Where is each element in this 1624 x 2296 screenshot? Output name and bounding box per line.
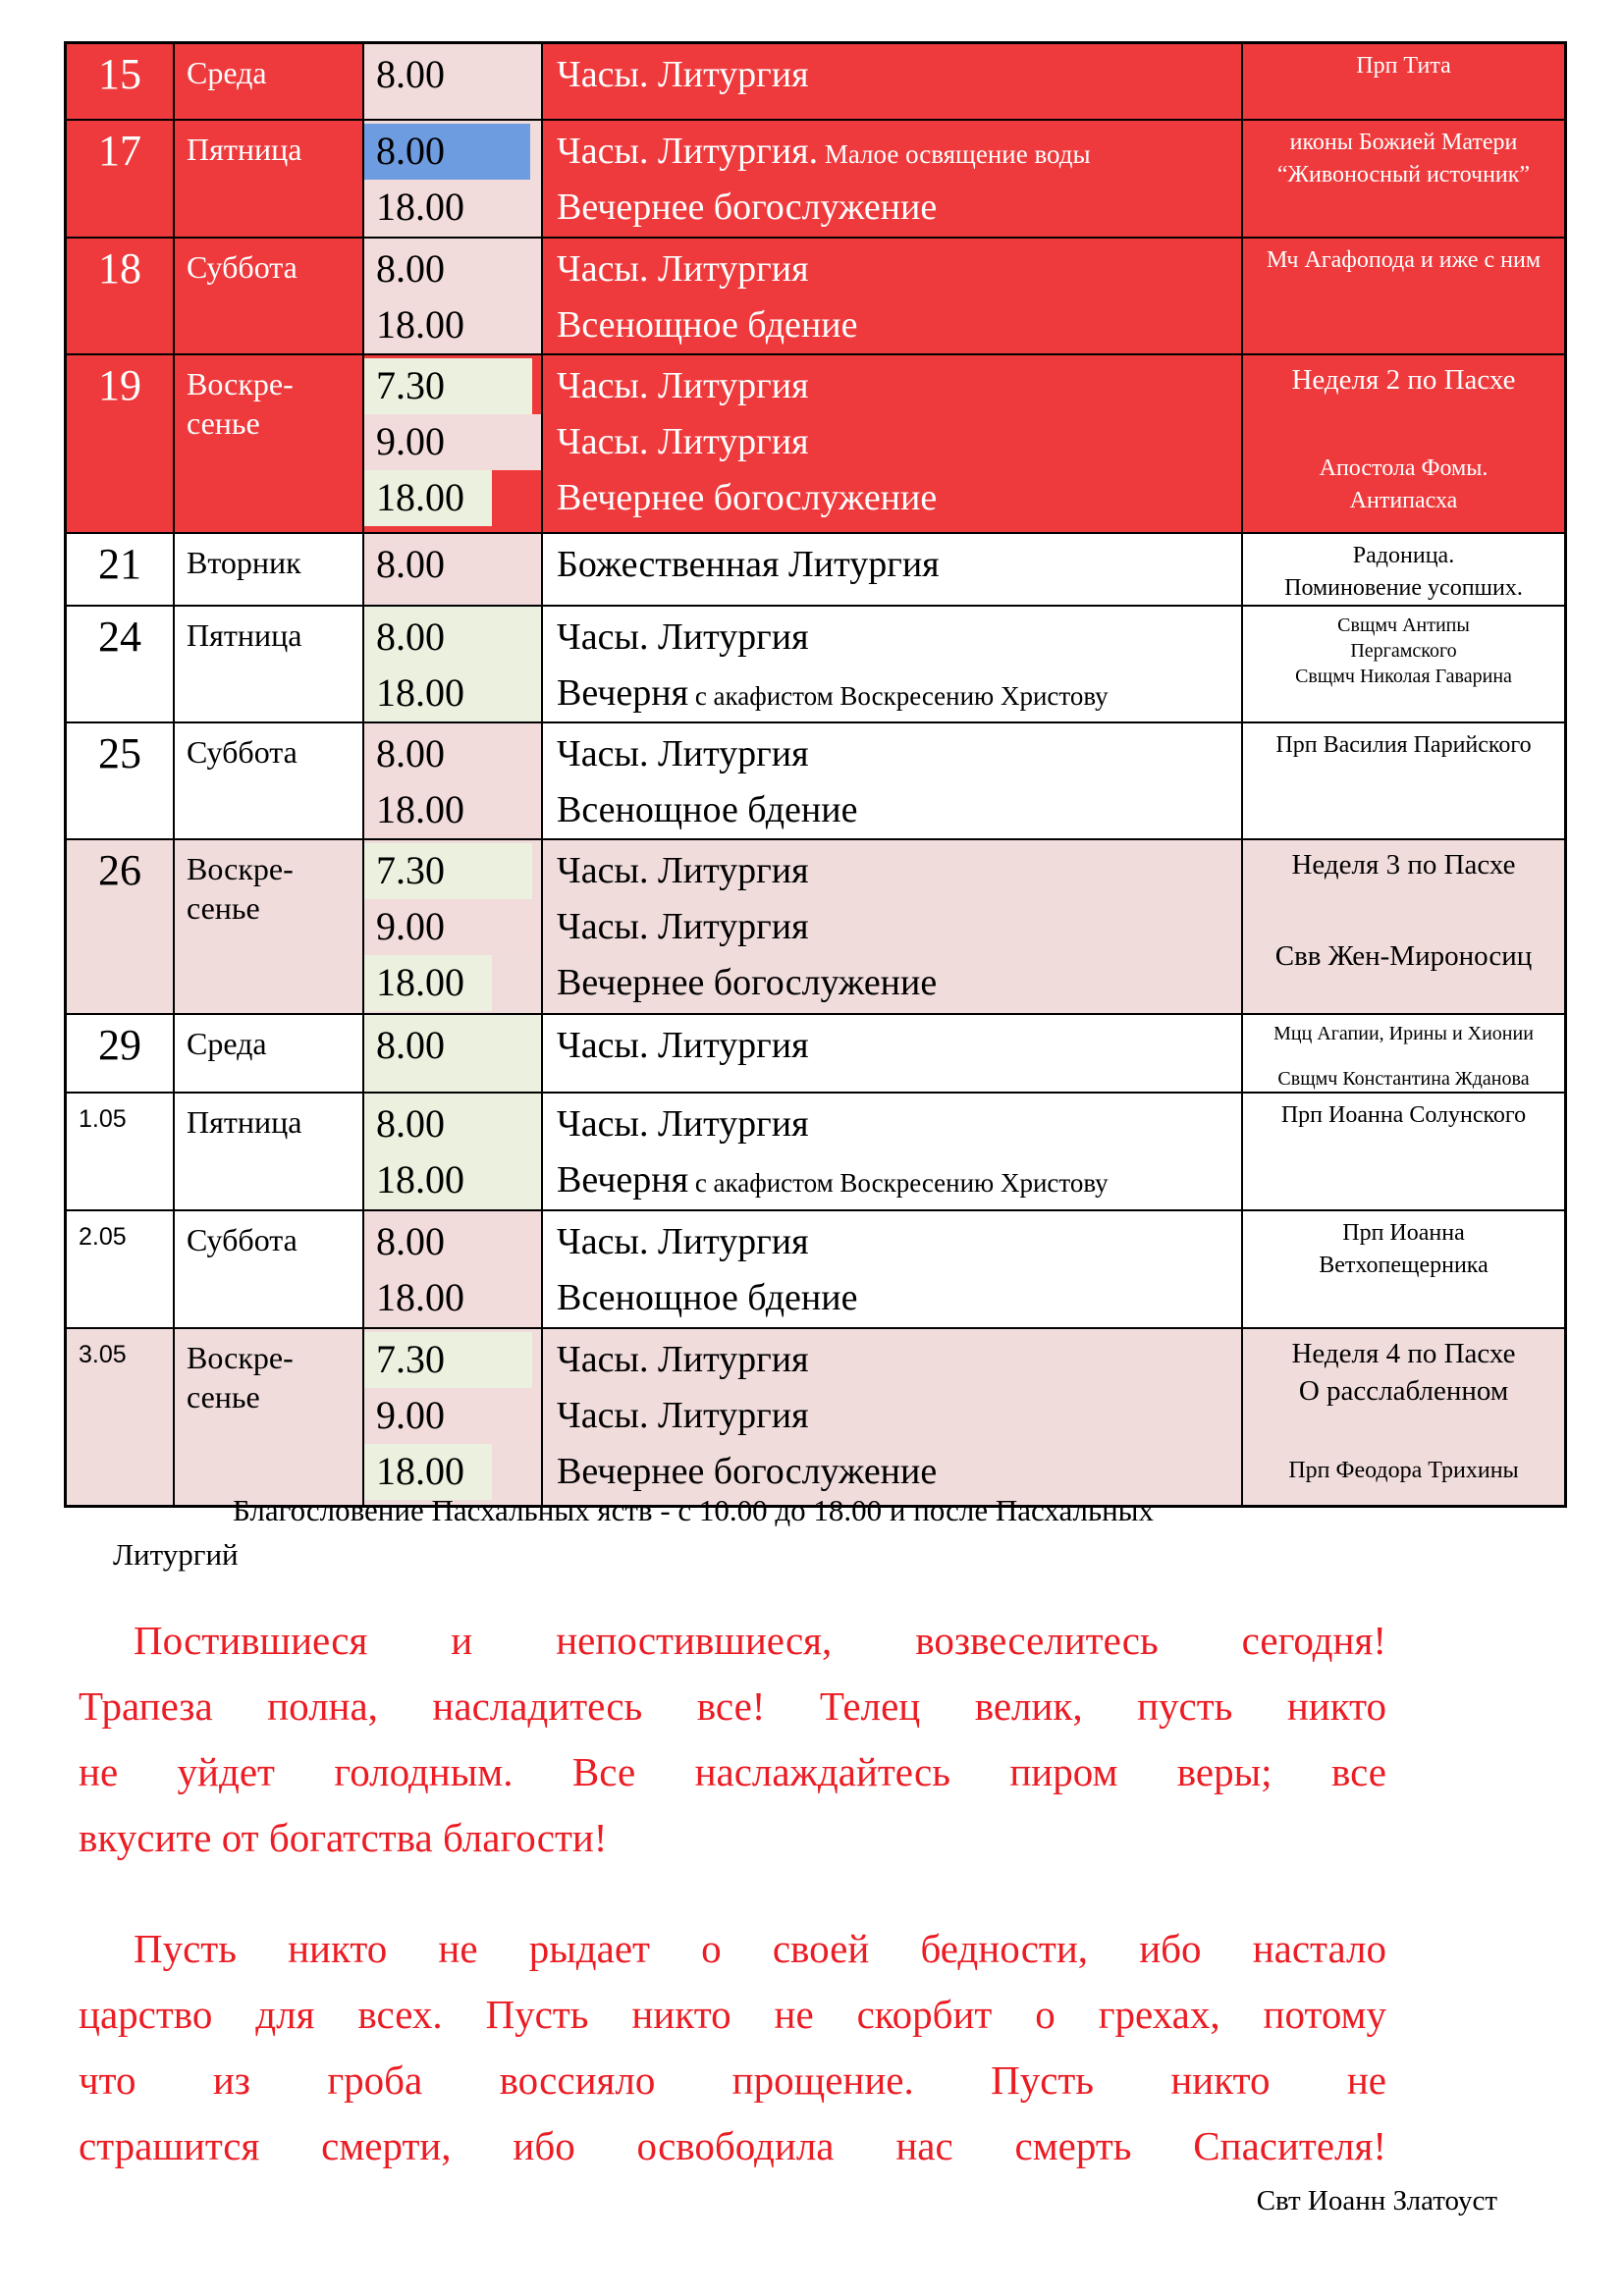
day-cell: Суббота xyxy=(175,723,364,838)
feast-cell xyxy=(1243,607,1564,721)
feast-line: Мцц Агапии, Ирины и Хионии xyxy=(1273,1023,1534,1044)
quote-line: Постившиеся и непостившиеся, возвеселитесь сегодня! xyxy=(134,1618,1386,1663)
feast-line: Свщмч Константина Жданова xyxy=(1277,1068,1530,1090)
service-line: Вечернее богослужение xyxy=(557,187,938,228)
service-line: Всенощное бдение xyxy=(557,789,858,830)
day-cell: Пятница xyxy=(175,121,364,237)
time-value: 8.00 xyxy=(376,1219,445,1263)
quote-line: не уйдет голодным. Все наслаждайтесь пиром веры; все xyxy=(79,1749,1386,1794)
time-value: 8.00 xyxy=(376,614,445,659)
feast-line: Прп Иоанна xyxy=(1342,1220,1465,1246)
time-value: 18.00 xyxy=(376,1275,464,1319)
time-value: 18.00 xyxy=(364,1444,492,1500)
service-line: Божественная Литургия xyxy=(557,544,940,585)
date-cell: 3.05 xyxy=(67,1329,175,1505)
feast-line: Неделя 3 по Пасхе xyxy=(1291,849,1516,881)
table-row xyxy=(67,723,1564,840)
day-cell: Суббота xyxy=(175,239,364,353)
date-cell: 15 xyxy=(67,44,175,119)
signature: Свт Иоанн Златоуст xyxy=(1256,2185,1497,2216)
blessing-note xyxy=(113,1488,1488,1576)
feast-spacer xyxy=(1243,883,1564,937)
feast-line: иконы Божией Матери xyxy=(1289,130,1518,155)
time-value: 8.00 xyxy=(376,731,445,775)
service-cell xyxy=(543,723,1243,838)
quote-line: вкусите от богатства благости! xyxy=(79,1815,608,1860)
time-value: 7.30 xyxy=(364,843,532,899)
time-value: 18.00 xyxy=(376,302,464,347)
time-value: 7.30 xyxy=(364,358,532,414)
time-value: 18.00 xyxy=(376,670,464,715)
service-line: Вечерня с акафистом Воскресению Христову xyxy=(557,672,1109,714)
time-value: 8.00 xyxy=(376,1101,445,1146)
table-row xyxy=(67,607,1564,723)
date-cell: 29 xyxy=(67,1015,175,1092)
service-line: Всенощное бдение xyxy=(557,304,858,346)
service-cell xyxy=(543,355,1243,532)
service-line: Вечернее богослужение xyxy=(557,477,938,518)
feast-line: Свщмч Николая Гаварина xyxy=(1295,666,1512,687)
day-cell: Суббота xyxy=(175,1211,364,1327)
time-cell xyxy=(364,1211,543,1327)
time-value: 8.00 xyxy=(376,1023,445,1067)
time-cell xyxy=(364,1015,543,1092)
time-value: 18.00 xyxy=(376,787,464,831)
table-row xyxy=(67,239,1564,355)
service-cell xyxy=(543,44,1243,119)
table-row xyxy=(67,1329,1564,1505)
time-cell xyxy=(364,239,543,353)
service-line: Часы. Литургия xyxy=(557,1339,809,1380)
time-cell xyxy=(364,355,543,532)
time-cell xyxy=(364,723,543,838)
time-value: 18.00 xyxy=(364,955,492,1011)
service-line: Часы. Литургия xyxy=(557,616,809,658)
time-value: 18.00 xyxy=(364,470,492,526)
time-value: 7.30 xyxy=(364,1332,532,1388)
feast-cell xyxy=(1243,44,1564,119)
date-cell: 19 xyxy=(67,355,175,532)
service-line: Часы. Литургия xyxy=(557,906,809,947)
service-cell xyxy=(543,840,1243,1013)
feast-line: Прп Василия Парийского xyxy=(1275,732,1532,758)
feast-line: Свщмч Антипы xyxy=(1337,614,1470,636)
time-value: 9.00 xyxy=(364,1388,541,1444)
table-row xyxy=(67,1211,1564,1329)
feast-line: Прп Феодора Трихины xyxy=(1288,1458,1519,1483)
service-line: Часы. Литургия xyxy=(557,54,809,95)
feast-line: Радоница. xyxy=(1352,543,1455,568)
feast-line: “Живоносный источник” xyxy=(1276,162,1531,187)
feast-line: Мч Агафопода и иже с ним xyxy=(1266,247,1542,273)
date-cell: 18 xyxy=(67,239,175,353)
feast-line: Прп Иоанна Солунского xyxy=(1280,1102,1527,1128)
service-cell xyxy=(543,1329,1243,1505)
day-cell: Пятница xyxy=(175,607,364,721)
day-cell: Среда xyxy=(175,1015,364,1092)
table-row xyxy=(67,534,1564,607)
service-line: Всенощное бдение xyxy=(557,1277,858,1318)
service-cell xyxy=(543,1094,1243,1209)
feast-cell xyxy=(1243,239,1564,353)
feast-cell xyxy=(1243,1094,1564,1209)
quote-line: царство для всех. Пусть никто не скорбит о грехах, потому xyxy=(79,1992,1386,2037)
day-cell: Среда xyxy=(175,44,364,119)
feast-line: Неделя 4 по Пасхе xyxy=(1291,1338,1516,1369)
feast-line: Неделя 2 по Пасхе xyxy=(1291,364,1516,396)
day-cell: Пятница xyxy=(175,1094,364,1209)
service-line: Часы. Литургия xyxy=(557,248,809,290)
date-cell: 25 xyxy=(67,723,175,838)
service-line: Вечернее богослужение xyxy=(557,1451,938,1492)
feast-cell xyxy=(1243,534,1564,605)
feast-spacer xyxy=(1243,399,1564,453)
time-cell xyxy=(364,121,543,237)
day-cell: Воскре-сенье xyxy=(175,355,364,532)
time-cell xyxy=(364,607,543,721)
feast-line: Пергамского xyxy=(1350,640,1457,662)
time-cell xyxy=(364,1329,543,1505)
time-cell xyxy=(364,44,543,119)
day-cell: Вторник xyxy=(175,534,364,605)
service-cell xyxy=(543,1211,1243,1327)
time-cell xyxy=(364,840,543,1013)
service-cell xyxy=(543,239,1243,353)
table-row xyxy=(67,44,1564,121)
quote-paragraph-1 xyxy=(79,1608,1386,1871)
service-line: Вечернее богослужение xyxy=(557,962,938,1003)
feast-cell xyxy=(1243,1329,1564,1505)
feast-cell xyxy=(1243,355,1564,532)
service-line: Часы. Литургия xyxy=(557,1221,809,1262)
feast-line: Прп Тита xyxy=(1356,53,1451,79)
service-line: Часы. Литургия xyxy=(557,1025,809,1066)
service-cell xyxy=(543,121,1243,237)
feast-cell xyxy=(1243,121,1564,237)
blessing-note-line: Благословение Пасхальных яств - с 10.00 до 18.00 и после Пасхальных xyxy=(233,1493,1155,1527)
quote-line: Пусть никто не рыдает о своей бедности, ибо настало xyxy=(134,1926,1386,1971)
table-row xyxy=(67,1094,1564,1211)
time-value: 9.00 xyxy=(364,414,541,470)
time-value: 18.00 xyxy=(376,185,464,229)
feast-cell xyxy=(1243,840,1564,1013)
feast-cell xyxy=(1243,723,1564,838)
paragraph-spacer xyxy=(79,1871,1386,1916)
time-cell xyxy=(364,1094,543,1209)
date-cell: 24 xyxy=(67,607,175,721)
quote-line: страшится смерти, ибо освободила нас смерть Спасителя! xyxy=(79,2123,1386,2168)
service-line: Часы. Литургия xyxy=(557,421,809,462)
date-cell: 17 xyxy=(67,121,175,237)
service-cell xyxy=(543,534,1243,605)
feast-cell xyxy=(1243,1211,1564,1327)
day-cell: Воскре-сенье xyxy=(175,1329,364,1505)
feast-line: Поминовение усопших. xyxy=(1284,575,1523,601)
table-row xyxy=(67,121,1564,239)
service-line: Часы. Литургия xyxy=(557,850,809,891)
date-cell: 26 xyxy=(67,840,175,1013)
time-value-highlighted: 8.00 xyxy=(364,124,530,180)
feast-line: Свв Жен-Мироносиц xyxy=(1274,940,1533,972)
quote-paragraph-2 xyxy=(79,1916,1386,2179)
service-line: Часы. Литургия xyxy=(557,733,809,774)
feast-line: Апостола Фомы. xyxy=(1319,455,1489,481)
service-cell xyxy=(543,1015,1243,1092)
table-row xyxy=(67,355,1564,534)
date-cell: 2.05 xyxy=(67,1211,175,1327)
feast-spacer xyxy=(1243,1410,1564,1455)
time-value: 8.00 xyxy=(376,52,445,96)
table-row xyxy=(67,840,1564,1015)
blessing-note-line: Литургий xyxy=(113,1537,239,1572)
feast-line: Ветхопещерника xyxy=(1319,1253,1489,1278)
schedule-table xyxy=(64,41,1567,1508)
date-cell: 1.05 xyxy=(67,1094,175,1209)
time-value: 18.00 xyxy=(376,1157,464,1201)
feast-line: О расслабленном xyxy=(1298,1375,1509,1407)
service-line: Часы. Литургия xyxy=(557,1103,809,1145)
quote-line: Трапеза полна, насладитесь все! Телец велик, пусть никто xyxy=(79,1683,1386,1729)
service-cell xyxy=(543,607,1243,721)
time-cell xyxy=(364,534,543,605)
paschal-homily xyxy=(79,1608,1386,2179)
feast-line: Антипасха xyxy=(1349,488,1458,513)
day-cell: Воскре-сенье xyxy=(175,840,364,1013)
table-row xyxy=(67,1015,1564,1094)
time-value: 8.00 xyxy=(376,246,445,291)
feast-spacer xyxy=(1243,1046,1564,1066)
time-value: 9.00 xyxy=(364,899,541,955)
service-line: Часы. Литургия xyxy=(557,1395,809,1436)
service-line: Вечерня с акафистом Воскресению Христову xyxy=(557,1159,1109,1201)
quote-line: что из гроба воссияло прощение. Пусть никто не xyxy=(79,2057,1386,2103)
time-value: 8.00 xyxy=(376,542,445,586)
date-cell: 21 xyxy=(67,534,175,605)
service-line: Часы. Литургия xyxy=(557,365,809,406)
feast-cell xyxy=(1243,1015,1564,1092)
service-line: Часы. Литургия. Малое освящение воды xyxy=(557,131,1091,172)
